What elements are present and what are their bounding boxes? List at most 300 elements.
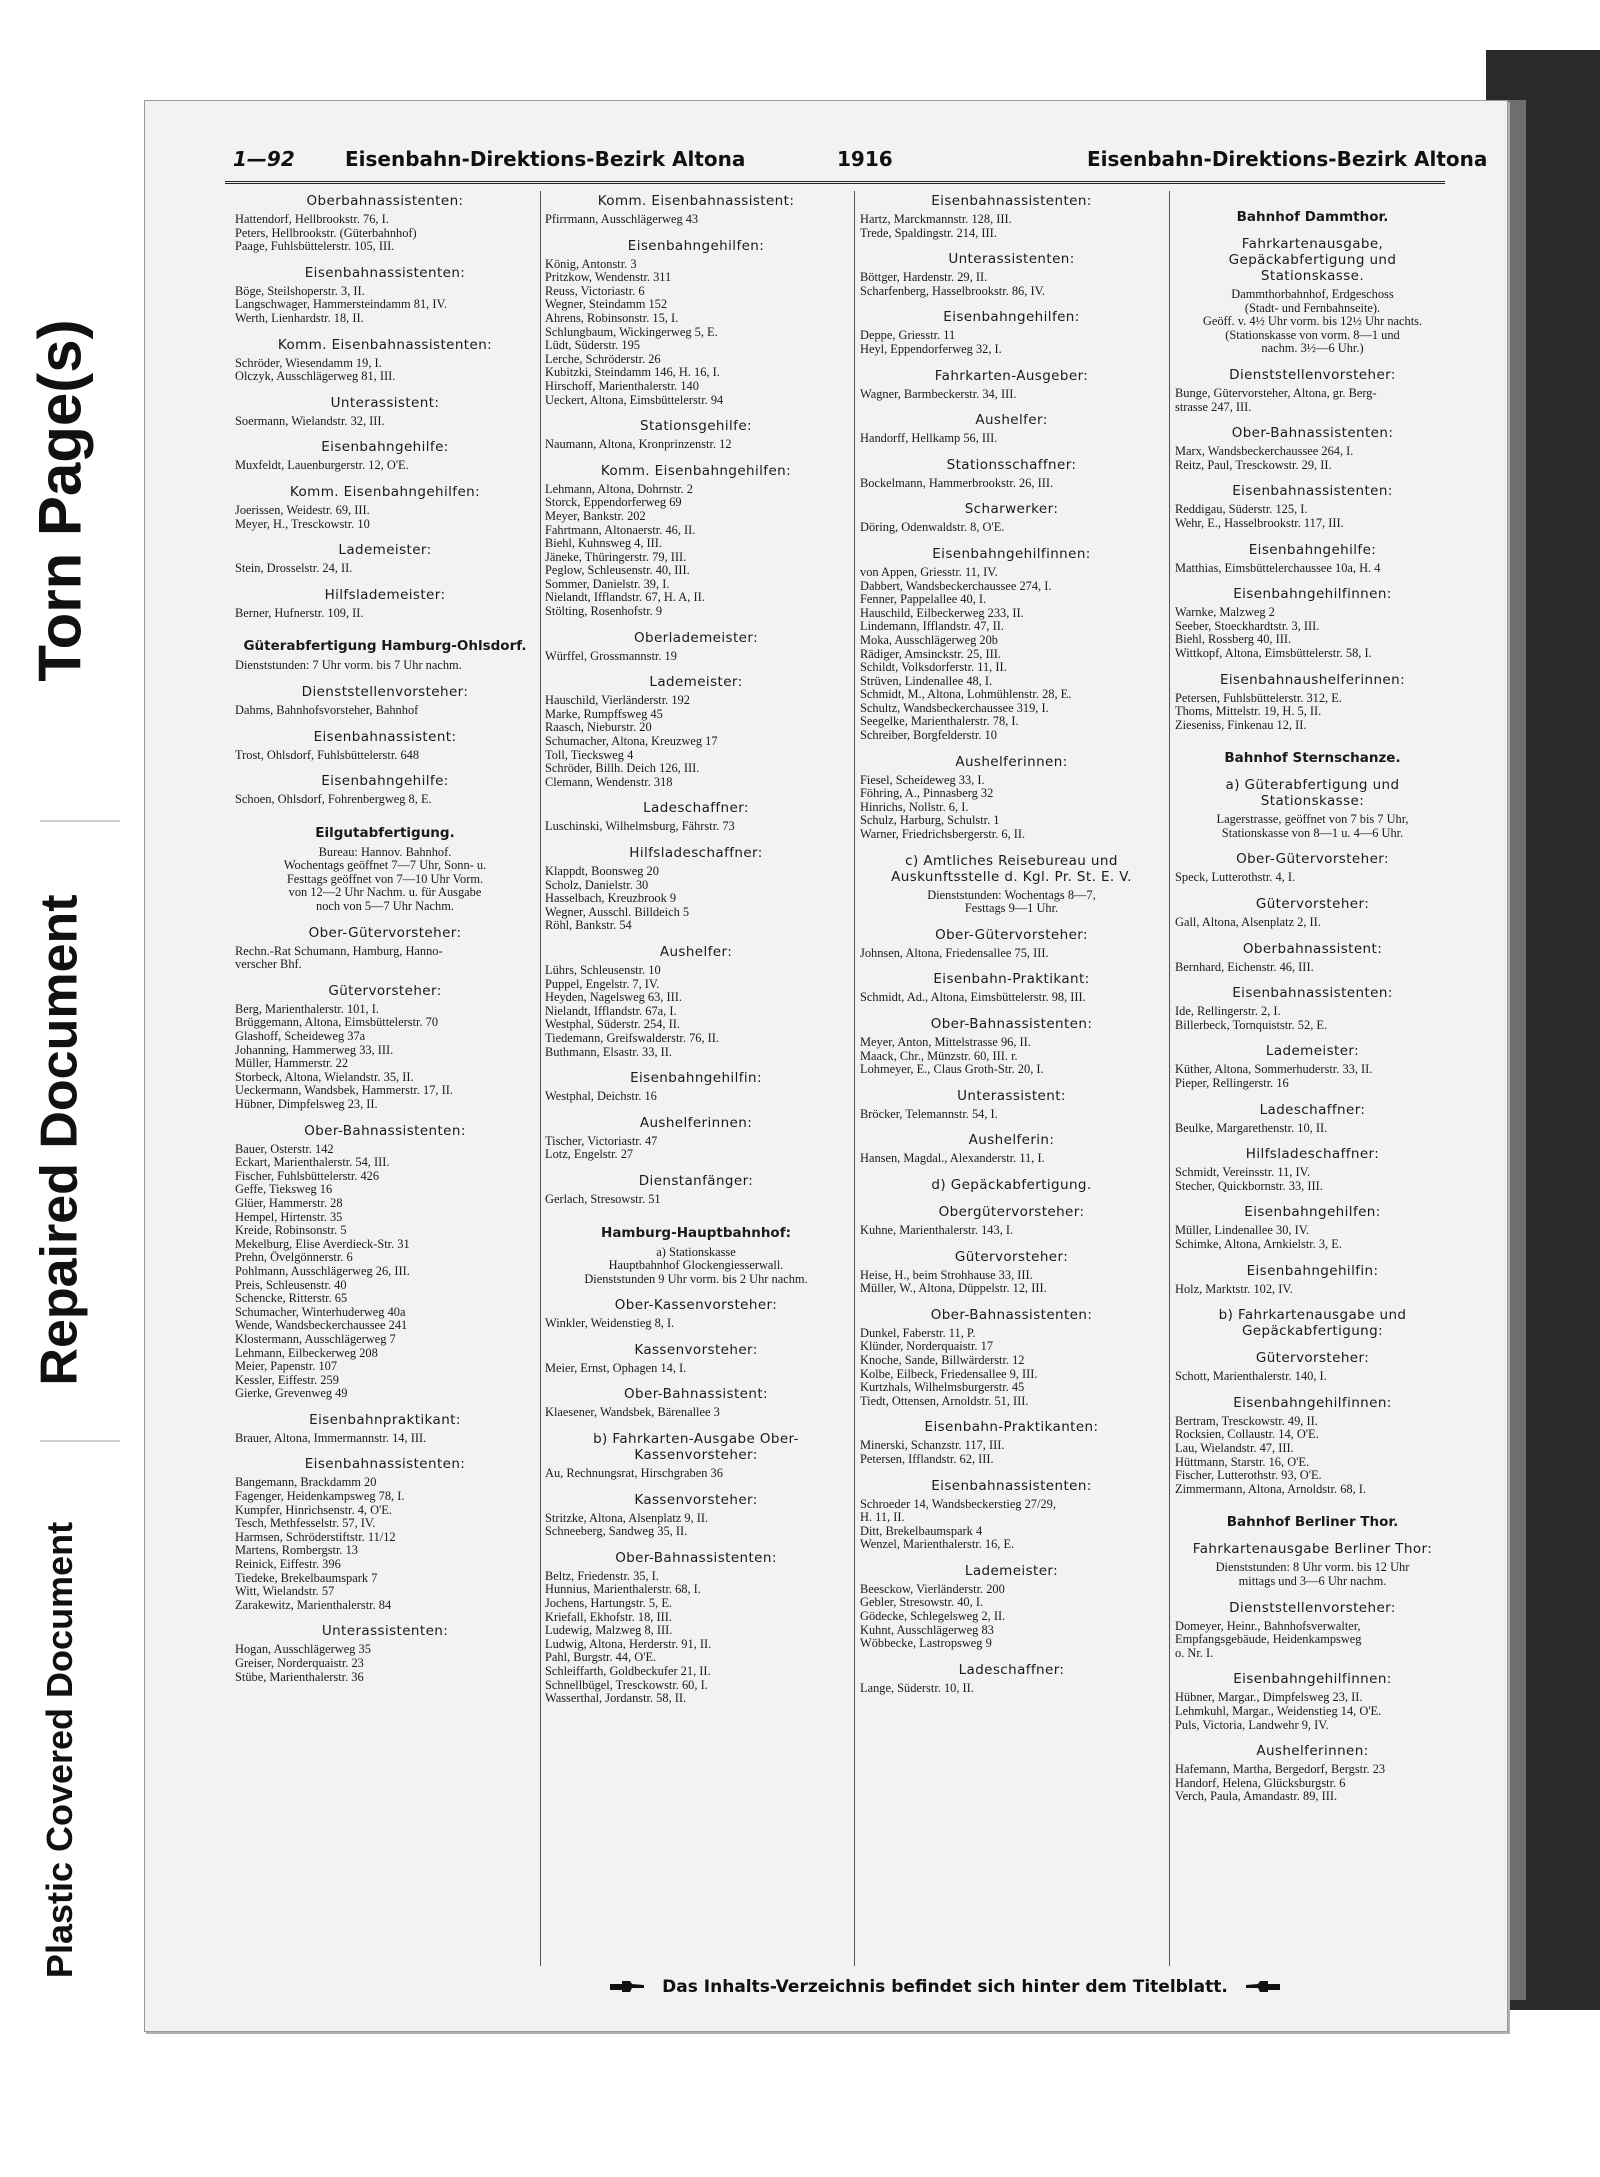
directory-entry: Westphal, Süderstr. 254, II. xyxy=(545,1018,680,1032)
directory-entry: Reitz, Paul, Tresckowstr. 29, II. xyxy=(1175,458,1332,472)
directory-entry: Fiesel, Scheideweg 33, I. xyxy=(860,773,985,787)
section-heading: Fahrkarten-Ausgeber: xyxy=(934,367,1089,384)
directory-entry: Domeyer, Heinr., Bahnhofsverwalter, xyxy=(1175,1619,1361,1633)
section-note: Bureau: Hannov. Bahnhof. xyxy=(318,845,452,859)
directory-entry: Glashoff, Scheideweg 37a xyxy=(235,1030,366,1044)
directory-entry: Lührs, Schleusenstr. 10 xyxy=(545,963,661,977)
directory-entry: Johnsen, Altona, Friedensallee 75, III. xyxy=(860,946,1049,960)
directory-entry: Beulke, Margarethenstr. 10, II. xyxy=(1175,1121,1328,1135)
column-4 xyxy=(1175,191,1450,1966)
directory-entry: Beesckow, Vierländerstr. 200 xyxy=(860,1582,1005,1596)
directory-entry: Bertram, Tresckowstr. 49, II. xyxy=(1175,1414,1318,1428)
section-heading: Ladeschaffner: xyxy=(643,800,749,817)
directory-entry: Wenzel, Marienthalerstr. 16, E. xyxy=(860,1538,1015,1552)
directory-entry: Preis, Schleusenstr. 40 xyxy=(235,1278,347,1292)
directory-entry: Tiedemann, Greifswalderstr. 76, II. xyxy=(545,1031,720,1045)
directory-entry: Reinick, Eiffestr. 396 xyxy=(235,1558,341,1572)
directory-entry: Lehmann, Altona, Dohrnstr. 2 xyxy=(545,482,693,496)
directory-entry: Schulz, Harburg, Schulstr. 1 xyxy=(860,814,1000,828)
section-heading: Eisenbahngehilfen: xyxy=(943,309,1080,326)
directory-entry: Lehmann, Eilbeckerweg 208 xyxy=(235,1346,378,1360)
directory-entry: Minerski, Schanzstr. 117, III. xyxy=(860,1439,1005,1453)
directory-entry: Bockelmann, Hammerbrookstr. 26, III. xyxy=(860,476,1054,490)
directory-entry: Glüer, Hammerstr. 28 xyxy=(235,1196,343,1210)
section-note: (Stationskasse von vorm. 8—1 und xyxy=(1225,328,1400,342)
section-heading: Ober-Bahnassistenten: xyxy=(930,1306,1093,1323)
directory-entry: Heise, H., beim Strohhause 33, III. xyxy=(860,1268,1033,1282)
section-heading: Komm. Eisenbahnassistenten: xyxy=(277,336,493,353)
plastic-covered-text: Plastic Covered Document xyxy=(39,1521,81,1979)
directory-entry: Ahrens, Robinsonstr. 15, I. xyxy=(545,311,679,325)
directory-entry: Jochens, Hartungstr. 5, E. xyxy=(545,1597,672,1611)
directory-entry: Gall, Altona, Alsenplatz 2, II. xyxy=(1175,916,1321,930)
directory-entry: Schmidt, M., Altona, Lohmühlenstr. 28, E. xyxy=(860,688,1072,702)
directory-entry: Thoms, Mittelstr. 19, H. 5, II. xyxy=(1175,705,1322,719)
directory-entry: Deppe, Griesstr. 11 xyxy=(860,329,956,343)
footer-note: Das Inhalts-Verzeichnis befindet sich hinter dem Titelblatt. xyxy=(662,1977,1228,1997)
page-number: 1—92 xyxy=(233,147,295,171)
directory-entry: Stölting, Rosenhofstr. 9 xyxy=(545,605,663,619)
directory-entry: Fischer, Lutterothstr. 93, O'E. xyxy=(1175,1469,1322,1483)
directory-entry: Hüttmann, Starstr. 16, O'E. xyxy=(1175,1455,1310,1469)
section-note: a) Stationskasse xyxy=(656,1245,736,1259)
directory-entry: Lohmeyer, E., Claus Groth-Str. 20, I. xyxy=(860,1063,1044,1077)
directory-entry: Gödecke, Schlegelsweg 2, II. xyxy=(860,1610,1006,1624)
directory-entry: Reuss, Victoriastr. 6 xyxy=(545,284,645,298)
section-heading: Eisenbahnassistenten: xyxy=(931,1477,1092,1494)
directory-entry: Billerbeck, Tornquiststr. 52, E. xyxy=(1175,1018,1328,1032)
directory-entry: Hansen, Magdal., Alexanderstr. 11, I. xyxy=(860,1152,1045,1166)
directory-entry: Schumacher, Altona, Kreuzweg 17 xyxy=(545,735,718,749)
section-heading: Oberbahnassistent: xyxy=(1242,940,1383,957)
section-heading: Oberlademeister: xyxy=(633,629,759,646)
directory-entry: verscher Bhf. xyxy=(235,958,302,972)
directory-entry: Johanning, Hammerweg 33, III. xyxy=(235,1043,394,1057)
label-divider xyxy=(40,820,120,822)
directory-entry: Schröder, Wiesendamm 19, I. xyxy=(235,356,382,370)
directory-entry: Hempel, Hirtenstr. 35 xyxy=(235,1210,343,1224)
directory-entry: Schmidt, Vereinsstr. 11, IV. xyxy=(1175,1166,1311,1180)
directory-entry: Klünder, Norderquaistr. 17 xyxy=(860,1340,994,1354)
directory-entry: Schencke, Ritterstr. 65 xyxy=(235,1292,348,1306)
column-rule xyxy=(854,191,855,1966)
section-heading: Unterassistent: xyxy=(330,394,440,411)
scanned-page xyxy=(144,100,1508,2032)
directory-entry: Wende, Wandsbeckerchaussee 241 xyxy=(235,1319,408,1333)
header-year: 1916 xyxy=(837,147,893,171)
section-heading: Eisenbahngehilfinnen: xyxy=(1233,1394,1392,1411)
section-heading: Eisenbahngehilfin: xyxy=(1246,1262,1379,1279)
directory-entry: Hattendorf, Hellbrookstr. 76, I. xyxy=(235,213,389,226)
section-heading: Eisenbahngehilfe: xyxy=(321,439,449,456)
directory-entry: Trede, Spaldingstr. 214, III. xyxy=(860,226,997,240)
directory-entry: Küther, Altona, Sommerhuderstr. 33, II. xyxy=(1175,1063,1373,1077)
directory-entry: Ludewig, Malzweg 8, III. xyxy=(545,1624,673,1638)
directory-entry: Tiedt, Ottensen, Arnoldstr. 51, III. xyxy=(860,1394,1029,1408)
section-heading: Dienststellenvorsteher: xyxy=(301,683,469,700)
section-heading: Ober-Bahnassistenten: xyxy=(304,1122,466,1139)
torn-pages-text: Torn Page(s) xyxy=(26,318,94,682)
directory-entry: Schott, Marienthalerstr. 140, I. xyxy=(1175,1370,1327,1384)
directory-entry: Dienststunden: 7 Uhr vorm. bis 7 Uhr nachm. xyxy=(235,659,462,673)
directory-entry: Eckart, Marienthalerstr. 54, III. xyxy=(235,1156,390,1170)
directory-entry: Schreiber, Borgfelderstr. 10 xyxy=(860,729,997,743)
section-heading: Kassenvorsteher: xyxy=(634,1341,758,1358)
header-right-title: Eisenbahn-Direktions-Bezirk Altona xyxy=(1087,147,1488,171)
plastic-covered-label xyxy=(0,1450,120,2050)
section-heading: Eisenbahnassistenten: xyxy=(1232,483,1393,500)
section-heading: Aushelferinnen: xyxy=(1256,1743,1369,1760)
directory-entry: Rädiger, Amsinckstr. 25, III. xyxy=(860,647,1001,661)
directory-entry: Knoche, Sande, Billwärderstr. 12 xyxy=(860,1353,1025,1367)
section-note: noch von 5—7 Uhr Nachm. xyxy=(316,900,454,914)
section-heading: Lademeister: xyxy=(649,674,743,691)
section-heading: Hilfsladeschaffner: xyxy=(629,845,763,861)
directory-entry: Tesch, Methfesselstr. 57, IV. xyxy=(235,1517,376,1531)
directory-entry: Meier, Papenstr. 107 xyxy=(235,1360,338,1374)
directory-entry: Seeber, Stoeckhardtstr. 3, III. xyxy=(1175,619,1320,633)
directory-entry: Harmsen, Schröderstiftstr. 11/12 xyxy=(235,1530,396,1544)
directory-entry: Kuhnt, Ausschlägerweg 83 xyxy=(860,1623,994,1637)
directory-entry: Schimke, Altona, Arnkielstr. 3, E. xyxy=(1175,1238,1342,1251)
section-note: von 12—2 Uhr Nachm. u. für Ausgabe xyxy=(288,886,482,900)
station-heading: Eilgutabfertigung. xyxy=(315,824,455,841)
directory-entry: Nielandt, Ifflandstr. 67, H. A, II. xyxy=(545,591,705,605)
section-heading: Eisenbahngehilfinnen: xyxy=(1233,586,1392,603)
section-heading: Eisenbahnassistent: xyxy=(313,728,457,745)
directory-entry: Stritzke, Altona, Alsenplatz 9, II. xyxy=(545,1511,709,1525)
directory-entry: Winkler, Weidenstieg 8, I. xyxy=(545,1317,675,1331)
section-note: Dienststunden: Wochentags 8—7, xyxy=(927,888,1096,902)
station-heading: Hamburg-Hauptbahnhof: xyxy=(601,1224,791,1241)
directory-entry: Berner, Hufnerstr. 109, II. xyxy=(235,606,364,620)
directory-entry: Schleiffarth, Goldbeckufer 21, II. xyxy=(545,1665,711,1678)
directory-entry: Ide, Rellingerstr. 2, I. xyxy=(1175,1005,1281,1019)
directory-entry: Petersen, Ifflandstr. 62, III. xyxy=(860,1452,994,1466)
directory-entry: Kriefall, Ekhofstr. 18, III. xyxy=(545,1610,672,1624)
directory-entry: Verch, Paula, Amandastr. 89, III. xyxy=(1175,1790,1338,1804)
directory-entry: Schumacher, Winterhuderweg 40a xyxy=(235,1305,406,1319)
directory-entry: Puppel, Engelstr. 7, IV. xyxy=(545,977,660,991)
section-heading: Oberbahnassistenten: xyxy=(306,193,464,209)
section-heading: Eisenbahngehilfen: xyxy=(1244,1204,1381,1221)
directory-entry: Witt, Wielandstr. 57 xyxy=(235,1585,335,1599)
section-heading: Eisenbahnassistenten: xyxy=(1232,985,1393,1002)
directory-entry: Greiser, Norderquaistr. 23 xyxy=(235,1657,364,1670)
directory-entry: Storbeck, Altona, Wielandstr. 35, II. xyxy=(235,1070,414,1084)
directory-entry: Paage, Fuhlsbüttelerstr. 105, III. xyxy=(235,240,395,254)
directory-entry: Hirschoff, Marienthalerstr. 140 xyxy=(545,379,699,393)
directory-entry: Schmidt, Ad., Altona, Eimsbüttelerstr. 98, III. xyxy=(860,991,1086,1005)
section-note: Dammthorbahnhof, Erdgeschoss xyxy=(1231,288,1394,301)
section-heading: Unterassistenten: xyxy=(321,1623,449,1640)
directory-entry: Peglow, Schleusenstr. 40, III. xyxy=(545,564,690,578)
directory-entry: Scholz, Danielstr. 30 xyxy=(545,878,649,892)
pointing-hand-right-icon xyxy=(608,1980,646,1994)
column-2 xyxy=(545,191,847,1966)
section-heading: b) Fahrkartenausgabe und Gepäckabfertigung: xyxy=(1218,1307,1407,1340)
directory-entry: Rocksien, Collaustr. 14, O'E. xyxy=(1175,1428,1319,1442)
column-1 xyxy=(235,191,535,1966)
directory-entry: Reddigau, Süderstr. 125, I. xyxy=(1175,503,1308,517)
directory-entry: Scharfenberg, Hasselbrookstr. 86, IV. xyxy=(860,284,1046,298)
section-note: Dienststunden 9 Uhr vorm. bis 2 Uhr nachm. xyxy=(584,1272,808,1286)
directory-entry: Puls, Victoria, Landwehr 9, IV. xyxy=(1175,1718,1329,1732)
section-heading: Komm. Eisenbahngehilfen: xyxy=(600,462,792,479)
directory-entry: Schnellbügel, Tresckowstr. 60, I. xyxy=(545,1678,708,1692)
section-heading: Ober-Bahnassistenten: xyxy=(615,1549,777,1566)
section-heading: Eisenbahnaushelferinnen: xyxy=(1219,671,1406,688)
section-heading: Obergütervorsteher: xyxy=(938,1203,1085,1220)
directory-entry: Wittkopf, Altona, Eimsbüttelerstr. 58, I. xyxy=(1175,646,1372,660)
column-rule xyxy=(540,191,541,1966)
section-heading: Scharwerker: xyxy=(964,501,1059,518)
directory-entry: Klostermann, Ausschlägerweg 7 xyxy=(235,1332,396,1346)
directory-entry: Warnke, Malzweg 2 xyxy=(1175,606,1275,620)
directory-entry: Peters, Hellbrookstr. (Güterbahnhof) xyxy=(235,226,417,240)
directory-entry: Hartz, Marckmannstr. 128, III. xyxy=(860,213,1012,226)
section-note: Wochentags geöffnet 7—7 Uhr, Sonn- u. xyxy=(283,859,487,873)
directory-entry: Meyer, Anton, Mittelstrasse 96, II. xyxy=(860,1036,1031,1049)
directory-entry: Werth, Lienhardstr. 18, II. xyxy=(235,311,364,325)
directory-entry: Schlungbaum, Wickingerweg 5, E. xyxy=(545,325,718,339)
section-heading: Dienststellenvorsteher: xyxy=(1229,1599,1396,1616)
section-heading: Eisenbahngehilfinnen: xyxy=(1233,1671,1392,1688)
directory-entry: Klappdt, Boonsweg 20 xyxy=(545,865,659,878)
directory-entry: Petersen, Fuhlsbüttelerstr. 312, E. xyxy=(1175,691,1342,705)
directory-entry: Ludwig, Altona, Herderstr. 91, II. xyxy=(545,1637,712,1651)
directory-entry: Raasch, Nieburstr. 20 xyxy=(545,721,652,735)
directory-entry: Strüven, Lindenallee 48, I. xyxy=(860,674,993,688)
section-note: (Stadt- und Fernbahnseite). xyxy=(1244,301,1381,315)
directory-entry: Joerissen, Weidestr. 69, III. xyxy=(235,503,370,517)
directory-entry: Hübner, Dimpfelsweg 23, II. xyxy=(235,1098,378,1111)
repaired-document-label xyxy=(0,860,120,1420)
directory-entry: Hauschild, Vierländerstr. 192 xyxy=(545,694,690,708)
directory-entry: Toll, Tiecksweg 4 xyxy=(545,748,634,762)
station-heading: Bahnhof Berliner Thor. xyxy=(1226,1514,1399,1531)
directory-entry: Föhring, A., Pinnasberg 32 xyxy=(860,787,994,801)
directory-entry: Kubitzki, Steindamm 146, H. 16, I. xyxy=(545,366,720,380)
directory-entry: Meyer, Bankstr. 202 xyxy=(545,509,646,523)
directory-entry: Muxfeldt, Lauenburgerstr. 12, O'E. xyxy=(235,459,409,473)
directory-entry: Sommer, Danielstr. 39, I. xyxy=(545,577,670,591)
directory-entry: Bauer, Osterstr. 142 xyxy=(235,1142,334,1156)
page-footer xyxy=(495,1974,1395,2000)
directory-entry: Heyden, Nagelsweg 63, III. xyxy=(545,991,682,1005)
directory-entry: Stübe, Marienthalerstr. 36 xyxy=(235,1670,364,1684)
directory-entry: Meier, Ernst, Ophagen 14, I. xyxy=(545,1361,687,1375)
directory-entry: Naumann, Altona, Kronprinzenstr. 12 xyxy=(545,438,732,452)
directory-entry: Ditt, Brekelbaumspark 4 xyxy=(860,1524,983,1538)
directory-entry: Meyer, H., Tresckowstr. 10 xyxy=(235,517,370,531)
section-heading: Eisenbahn-Praktikant: xyxy=(933,971,1090,988)
directory-entry: Böttger, Hardenstr. 29, II. xyxy=(860,271,988,285)
section-heading: Eisenbahnassistenten: xyxy=(304,264,466,281)
directory-entry: Empfangsgebäude, Heidenkampsweg xyxy=(1175,1633,1362,1647)
document-condition-labels xyxy=(0,50,120,2000)
section-heading: Ober-Gütervorsteher: xyxy=(308,924,462,941)
directory-entry: Würffel, Grossmannstr. 19 xyxy=(545,649,677,663)
directory-entry: Biehl, Rossberg 40, III. xyxy=(1175,633,1292,647)
station-heading: Bahnhof Sternschanze. xyxy=(1224,750,1401,767)
section-heading: Ober-Kassenvorsteher: xyxy=(614,1297,778,1314)
section-note: mittags und 3—6 Uhr nachm. xyxy=(1238,1574,1387,1588)
directory-entry: Holz, Marktstr. 102, IV. xyxy=(1175,1282,1293,1296)
directory-entry: Tischer, Victoriastr. 47 xyxy=(545,1134,658,1148)
directory-entry: Dahms, Bahnhofsvorsteher, Bahnhof xyxy=(235,703,419,717)
section-heading: Aushelferinnen: xyxy=(955,753,1068,770)
directory-entry: Soermann, Wielandstr. 32, III. xyxy=(235,414,385,428)
section-note: Geöff. v. 4½ Uhr vorm. bis 12½ Uhr nachts. xyxy=(1202,315,1423,329)
directory-entry: Tiedeke, Brekelbaumspark 7 xyxy=(235,1571,378,1585)
section-heading: Aushelfer: xyxy=(659,943,733,960)
directory-entry: Kolbe, Eilbeck, Friedensallee 9, III. xyxy=(860,1367,1038,1381)
directory-entry: Schroeder 14, Wandsbeckerstieg 27/29, xyxy=(860,1497,1056,1511)
section-heading: Gütervorsteher: xyxy=(1255,1350,1370,1367)
directory-entry: Hunnius, Marienthalerstr. 68, I. xyxy=(545,1583,701,1597)
directory-entry: Döring, Odenwaldstr. 8, O'E. xyxy=(860,521,1005,535)
section-heading: Eisenbahngehilfe: xyxy=(1248,541,1377,558)
section-heading: Ladeschaffner: xyxy=(958,1661,1065,1678)
section-heading: Eisenbahnpraktikant: xyxy=(309,1411,461,1428)
directory-entry: Buthmann, Elsastr. 33, II. xyxy=(545,1045,672,1059)
directory-entry: Handorff, Hellkamp 56, III. xyxy=(860,432,998,446)
header-left-title: Eisenbahn-Direktions-Bezirk Altona xyxy=(345,147,746,171)
section-heading: a) Güterabfertigung und Stationskasse: xyxy=(1225,777,1400,810)
directory-entry: Clemann, Wendenstr. 318 xyxy=(545,775,673,789)
directory-entry: Bröcker, Telemannstr. 54, I. xyxy=(860,1107,998,1121)
section-heading: Gütervorsteher: xyxy=(328,982,442,999)
directory-entry: Olczyk, Ausschlägerweg 81, III. xyxy=(235,370,396,384)
directory-entry: Lüdt, Süderstr. 195 xyxy=(545,339,640,353)
directory-entry: Hübner, Margar., Dimpfelsweg 23, II. xyxy=(1175,1691,1363,1705)
section-heading: Komm. Eisenbahngehilfen: xyxy=(289,483,481,500)
directory-entry: Wehr, E., Hasselbrookstr. 117, III. xyxy=(1175,516,1344,530)
section-heading: Stationsgehilfe: xyxy=(640,418,752,435)
directory-entry: Kurtzhals, Wilhelmsburgerstr. 45 xyxy=(860,1381,1025,1395)
directory-entry: Böge, Steilshoperstr. 3, II. xyxy=(235,284,365,298)
section-heading: Ober-Bahnassistenten: xyxy=(1231,425,1394,442)
directory-entry: Martens, Rombergstr. 13 xyxy=(235,1544,358,1558)
directory-entry: Dabbert, Wandsbeckerchaussee 274, I. xyxy=(860,579,1052,593)
directory-entry: König, Antonstr. 3 xyxy=(545,257,637,271)
section-heading: Eisenbahnassistenten: xyxy=(304,1456,466,1473)
section-heading: Ober-Bahnassistent: xyxy=(624,1386,768,1403)
section-note: Lagerstrasse, geöffnet von 7 bis 7 Uhr, xyxy=(1216,813,1409,827)
directory-entry: Gerlach, Stresowstr. 51 xyxy=(545,1192,661,1206)
section-heading: Hilfsladeschaffner: xyxy=(1245,1146,1380,1163)
section-heading: Fahrkartenausgabe, Gepäckabfertigung und Stationskasse. xyxy=(1228,236,1397,284)
directory-entry: Marx, Wandsbeckerchaussee 264, I. xyxy=(1175,445,1354,459)
directory-entry: Schneeberg, Sandweg 35, II. xyxy=(545,1525,688,1539)
directory-entry: Wöbbecke, Lastropsweg 9 xyxy=(860,1637,992,1651)
directory-entry: Storck, Eppendorferweg 69 xyxy=(545,496,682,510)
directory-entry: Müller, Lindenallee 30, IV. xyxy=(1175,1224,1310,1238)
section-heading: Dienstanfänger: xyxy=(638,1172,754,1189)
directory-entry: Stecher, Quickbornstr. 33, III. xyxy=(1175,1179,1323,1193)
directory-entry: Marke, Rumpffsweg 45 xyxy=(545,707,663,721)
label-divider xyxy=(40,1440,120,1442)
directory-entry: Westphal, Deichstr. 16 xyxy=(545,1090,657,1104)
station-heading: Güterabfertigung Hamburg-Ohlsdorf. xyxy=(243,638,527,655)
directory-entry: Hasselbach, Kreuzbrook 9 xyxy=(545,892,677,906)
section-heading: Kassenvorsteher: xyxy=(634,1491,758,1508)
section-heading: Stationsschaffner: xyxy=(946,456,1077,473)
directory-entry: Lindemann, Ifflandstr. 47, II. xyxy=(860,620,1004,634)
directory-entry: Speck, Lutterothstr. 4, I. xyxy=(1175,871,1296,885)
section-heading: Eisenbahn-Praktikanten: xyxy=(924,1419,1099,1436)
section-heading: Hilfslademeister: xyxy=(324,586,446,603)
directory-entry: von Appen, Griesstr. 11, IV. xyxy=(860,565,998,579)
directory-entry: Gebler, Stresowstr. 40, I. xyxy=(860,1596,984,1610)
directory-entry: Maack, Chr., Münzstr. 60, III. r. xyxy=(860,1049,1018,1063)
section-heading: Ober-Bahnassistenten: xyxy=(930,1016,1093,1032)
directory-entry: Luschinski, Wilhelmsburg, Fährstr. 73 xyxy=(545,820,735,834)
directory-entry: Matthias, Eimsbüttelerchaussee 10a, H. 4 xyxy=(1175,561,1381,575)
directory-entry: Ueckert, Altona, Eimsbüttelerstr. 94 xyxy=(545,393,724,407)
directory-entry: Brüggemann, Altona, Eimsbüttelerstr. 70 xyxy=(235,1016,439,1030)
directory-columns xyxy=(235,191,1450,1966)
section-heading: Aushelfer: xyxy=(975,412,1048,429)
section-note: Dienststunden: 8 Uhr vorm. bis 12 Uhr xyxy=(1215,1561,1410,1575)
directory-entry: Jäneke, Thüringerstr. 79, III. xyxy=(545,550,687,564)
directory-entry: Lerche, Schröderstr. 26 xyxy=(545,352,661,366)
directory-entry: Pahl, Burgstr. 44, O'E. xyxy=(545,1651,657,1665)
directory-entry: Zarakewitz, Marienthalerstr. 84 xyxy=(235,1598,392,1612)
section-note: Festtags 9—1 Uhr. xyxy=(964,902,1059,916)
directory-entry: strasse 247, III. xyxy=(1175,400,1252,414)
directory-entry: Fischer, Fuhlsbüttelerstr. 426 xyxy=(235,1169,380,1183)
directory-entry: Gierke, Grevenweg 49 xyxy=(235,1387,348,1401)
directory-entry: Hogan, Ausschlägerweg 35 xyxy=(235,1643,371,1657)
directory-entry: Lehmkuhl, Margar., Weidenstieg 14, O'E. xyxy=(1175,1704,1382,1718)
directory-entry: Au, Rechnungsrat, Hirschgraben 36 xyxy=(545,1467,723,1481)
section-heading: Ober-Gütervorsteher: xyxy=(935,926,1088,943)
directory-entry: Rechn.-Rat Schumann, Hamburg, Hanno- xyxy=(235,944,443,958)
section-heading: Lademeister: xyxy=(1265,1043,1360,1060)
directory-entry: Pieper, Rellingerstr. 16 xyxy=(1175,1077,1289,1091)
section-note: Stationskasse von 8—1 u. 4—6 Uhr. xyxy=(1221,826,1404,840)
directory-entry: Kreide, Robinsonstr. 5 xyxy=(235,1224,347,1238)
directory-entry: Seegelke, Marienthalerstr. 78, I. xyxy=(860,715,1019,729)
directory-entry: Hinrichs, Nollstr. 6, I. xyxy=(860,800,969,814)
directory-entry: Hauschild, Eilbeckerweg 233, II. xyxy=(860,606,1024,620)
section-heading: Gütervorsteher: xyxy=(1255,896,1370,913)
directory-entry: Dunkel, Faberstr. 11, P. xyxy=(860,1326,976,1340)
section-heading: Unterassistent: xyxy=(957,1087,1066,1104)
section-note: Hauptbahnhof Glockengiesserwall. xyxy=(608,1259,784,1273)
section-heading: Aushelferinnen: xyxy=(639,1114,753,1131)
station-heading: Bahnhof Dammthor. xyxy=(1236,209,1389,225)
directory-entry: Lange, Süderstr. 10, II. xyxy=(860,1681,974,1695)
directory-entry: Trost, Ohlsdorf, Fuhlsbüttelerstr. 648 xyxy=(235,748,420,762)
directory-entry: Geffe, Tieksweg 16 xyxy=(235,1183,333,1197)
section-heading: Dienststellenvorsteher: xyxy=(1229,366,1396,383)
section-heading: Eisenbahngehilfen: xyxy=(627,237,765,254)
directory-entry: Hafemann, Martha, Bergedorf, Bergstr. 23 xyxy=(1175,1763,1386,1777)
directory-entry: Zimmermann, Altona, Arnoldstr. 68, I. xyxy=(1175,1482,1367,1496)
directory-entry: Heyl, Eppendorferweg 32, I. xyxy=(860,342,1002,356)
directory-entry: Kuhne, Marienthalerstr. 143, I. xyxy=(860,1223,1014,1237)
directory-entry: Pohlmann, Ausschlägerweg 26, III. xyxy=(235,1264,410,1278)
directory-entry: Wegner, Steindamm 152 xyxy=(545,298,668,312)
directory-entry: Wasserthal, Jordanstr. 58, II. xyxy=(545,1692,687,1706)
directory-entry: Müller, Hammerstr. 22 xyxy=(235,1057,349,1071)
section-heading: Gütervorsteher: xyxy=(954,1248,1069,1265)
directory-entry: o. Nr. I. xyxy=(1175,1646,1214,1660)
section-heading: Eisenbahnassistenten: xyxy=(931,193,1092,209)
